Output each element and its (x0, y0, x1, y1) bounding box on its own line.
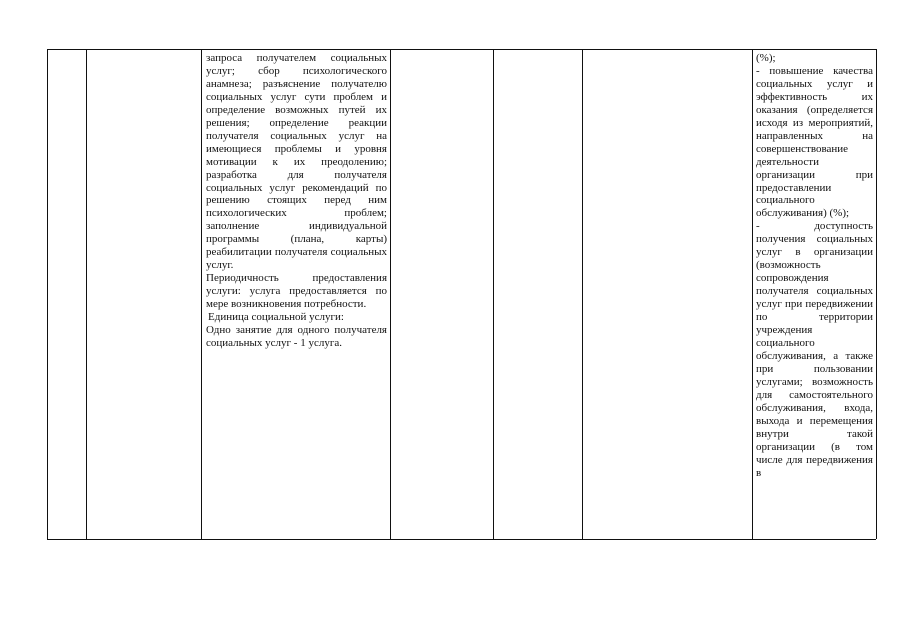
indicator-line: - доступность получения социальных услуг в организации (возможность сопровождения получателя социальных услуг при передвижении по территории учреждения социального обслуживания, а также при пользовании услугами; возможность для самостоятельного обслуживания, входа, выхода и перемещения внутри такой организации (в том числе для передвижения в (756, 220, 873, 479)
service-unit-heading: Единица социальной услуги: (208, 311, 344, 324)
periodicity-text: Периодичность предоставления услуги: услуга предоставляется по мере возникновения потребности. (206, 272, 387, 311)
column-divider-1 (86, 49, 87, 539)
column-divider-5 (582, 49, 583, 539)
indicator-line: (%); (756, 52, 776, 64)
column-divider-4 (493, 49, 494, 539)
column-divider-3 (390, 49, 391, 539)
service-description-cell (206, 52, 387, 350)
table-right-border (876, 49, 877, 539)
column-divider-6 (752, 49, 753, 539)
table-bottom-border (47, 539, 876, 540)
column-divider-2 (201, 49, 202, 539)
quality-indicators-cell (756, 52, 873, 479)
table-left-border (47, 49, 48, 539)
service-description-text: запроса получателем социальных услуг; сбор психологического анамнеза; разъяснение получателю социальных услуг сути проблем и определение возможных путей их решения; определение реакции получателя социальных услуг на имеющиеся проблемы и уровня мотивации к их преодолению; разработка для получателя социальных услуг рекомендаций по решению стоящих перед ним психологических проблем; заполнение индивидуальной программы (плана, карты) реабилитации получателя социальных услуг. (206, 52, 387, 272)
indicator-line: - повышение качества социальных услуг и эффективность их оказания (определяется исходя из мероприятий, направленных на совершенствование деятельности организации при предоставлении социального обслуживания) (%); (756, 64, 873, 220)
service-unit-value: Одно занятие для одного получателя социальных услуг - 1 услуга. (206, 324, 387, 349)
